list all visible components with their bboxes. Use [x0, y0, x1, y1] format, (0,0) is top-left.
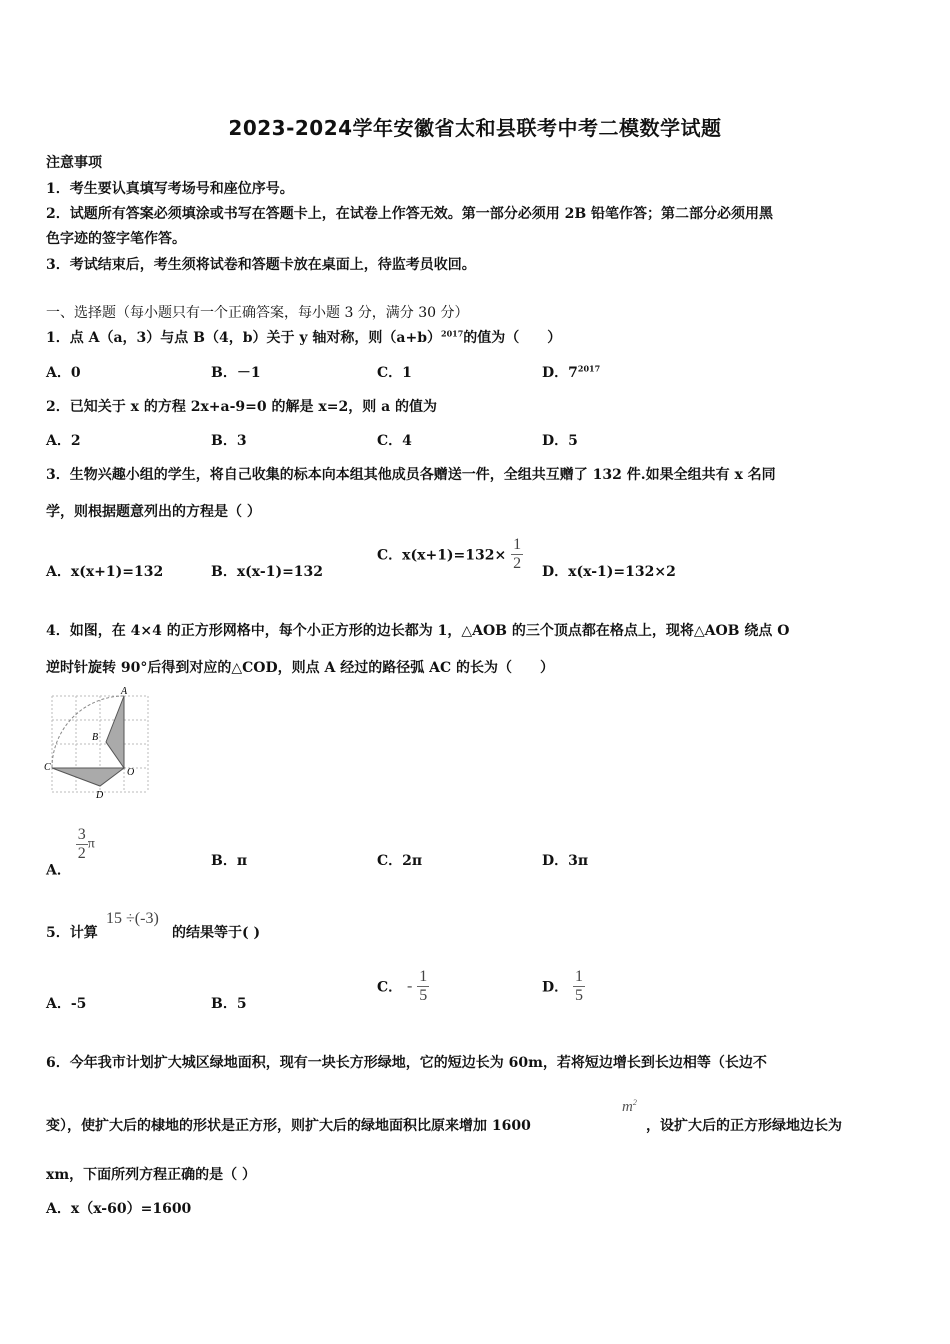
fraction-denominator: 2 [77, 845, 86, 862]
q3-option-d[interactable]: D．x(x-1)=132×2 [542, 564, 676, 580]
q3-option-b[interactable]: B．x(x-1)=132 [211, 564, 324, 580]
fraction-denominator: 5 [575, 987, 584, 1004]
q4-option-a-fraction [76, 826, 88, 863]
q6-stem-line3: xm，下面所列方程正确的是（ ） [46, 1167, 257, 1183]
q2-option-c[interactable]: C．4 [377, 433, 412, 449]
label-b: B [92, 732, 99, 743]
fraction-numerator: 1 [575, 968, 584, 985]
q6-unit [622, 1098, 637, 1116]
q6-stem-line2b: ，设扩大后的正方形绿地边长为 [646, 1118, 842, 1134]
q3-option-c-fraction [511, 536, 523, 573]
fraction-numerator: 1 [513, 536, 522, 553]
q2-option-a[interactable]: A．2 [46, 433, 81, 449]
fraction-denominator: 2 [513, 555, 522, 572]
q4-option-a-label: A． [46, 862, 71, 879]
q5-option-d[interactable] [542, 968, 585, 1005]
minus-sign: - [407, 977, 413, 995]
rotation-figure [44, 686, 154, 804]
q1-option-b[interactable]: B．－1 [211, 365, 261, 381]
q1-option-a[interactable]: A．0 [46, 365, 81, 381]
fraction-denominator: 5 [419, 987, 428, 1004]
q4-stem-line2: 逆时针旋转 90°后得到对应的△COD，则点 A 经过的路径弧 AC 的长为（ ） [46, 660, 554, 676]
q3-option-a[interactable]: A．x(x+1)=132 [46, 564, 164, 580]
q1-option-d-exponent: 2017 [577, 363, 601, 374]
label-a: A [121, 686, 128, 697]
q1-stem [46, 327, 561, 347]
q4-option-a[interactable] [46, 826, 95, 880]
q3-stem-line2: 学，则根据题意列出的方程是（ ） [46, 504, 261, 520]
q3-stem-line1: 3．生物兴趣小组的学生，将自己收集的标本向本组其他成员各赠送一件，全组共互赠了 132 件.如果全组共有 x 名同 [46, 467, 776, 483]
q1-stem-a: 1．点 A（a，3）与点 B（4，b）关于 y 轴对称，则（a+b） [46, 330, 441, 346]
q2-stem: 2．已知关于 x 的方程 2x+a-9=0 的解是 x=2，则 a 的值为 [46, 399, 438, 415]
q3-option-c[interactable] [377, 536, 523, 573]
q5-stem-b: 的结果等于( ) [172, 925, 261, 941]
q4-option-b[interactable]: B．π [211, 853, 248, 869]
q5-option-d-fraction [573, 968, 585, 1005]
notice-item-1: 1．考生要认真填写考场号和座位序号。 [46, 181, 294, 197]
q5-option-a[interactable]: A．-5 [46, 996, 87, 1012]
label-c: C [44, 762, 51, 773]
q2-option-d[interactable]: D．5 [542, 433, 578, 449]
section-heading: 一、选择题（每小题只有一个正确答案，每小题 3 分，满分 30 分） [46, 305, 469, 321]
q6-unit-exponent: 2 [632, 1098, 637, 1107]
page-title: 2023-2024学年安徽省太和县联考中考二模数学试题 [228, 116, 722, 140]
q4-stem-line1: 4．如图，在 4×4 的正方形网格中，每个小正方形的边长都为 1，△AOB 的三个顶点都在格点上，现将△AOB 绕点 O [46, 623, 790, 639]
pi-symbol: π [87, 836, 95, 852]
q1-stem-b: 的值为（ ） [463, 330, 562, 346]
q5-expression: 15 ÷(-3) [106, 910, 159, 927]
q1-option-d[interactable] [542, 362, 600, 382]
q6-stem-line2a: 变），使扩大后的棣地的形状是正方形，则扩大后的绿地面积比原来增加 1600 [46, 1118, 531, 1134]
notice-item-2: 2．试题所有答案必须填涂或书写在答题卡上，在试卷上作答无效。第一部分必须用 2B 铅笔作答；第二部分必须用黑 [46, 206, 774, 222]
q1-option-c[interactable]: C．1 [377, 365, 412, 381]
q6-option-a[interactable]: A．x（x-60）=1600 [46, 1201, 192, 1217]
q5-option-c-fraction [417, 968, 429, 1005]
fraction-numerator: 1 [419, 968, 428, 985]
q5-option-d-label: D． [542, 979, 569, 996]
q1-option-d-label: D．7 [542, 365, 578, 381]
triangle-cod [52, 768, 124, 786]
triangle-aob [106, 696, 124, 768]
label-o: O [127, 767, 135, 778]
label-d: D [96, 790, 104, 801]
fraction-numerator: 3 [77, 826, 86, 843]
notice-item-3: 3．考试结束后，考生须将试卷和答题卡放在桌面上，待监考员收回。 [46, 257, 476, 273]
q1-exponent: 2017 [441, 328, 464, 339]
notice-item-2-cont: 色字迹的签字笔作答。 [46, 231, 186, 247]
q5-option-c-label: C． [377, 979, 403, 996]
q5-option-c[interactable] [377, 968, 429, 1005]
q2-option-b[interactable]: B．3 [211, 433, 247, 449]
q6-unit-m: m [622, 1099, 633, 1115]
q5-stem-a: 5．计算 [46, 925, 98, 941]
notice-heading: 注意事项 [46, 155, 102, 171]
q6-stem-line1: 6．今年我市计划扩大城区绿地面积，现有一块长方形绿地，它的短边长为 60m，若将短边增长到长边相等（长边不 [46, 1055, 767, 1071]
q4-option-c[interactable]: C．2π [377, 853, 423, 869]
q5-option-b[interactable]: B．5 [211, 996, 247, 1012]
q4-option-d[interactable]: D．3π [542, 853, 589, 869]
q3-option-c-label: C．x(x+1)=132× [377, 547, 507, 564]
